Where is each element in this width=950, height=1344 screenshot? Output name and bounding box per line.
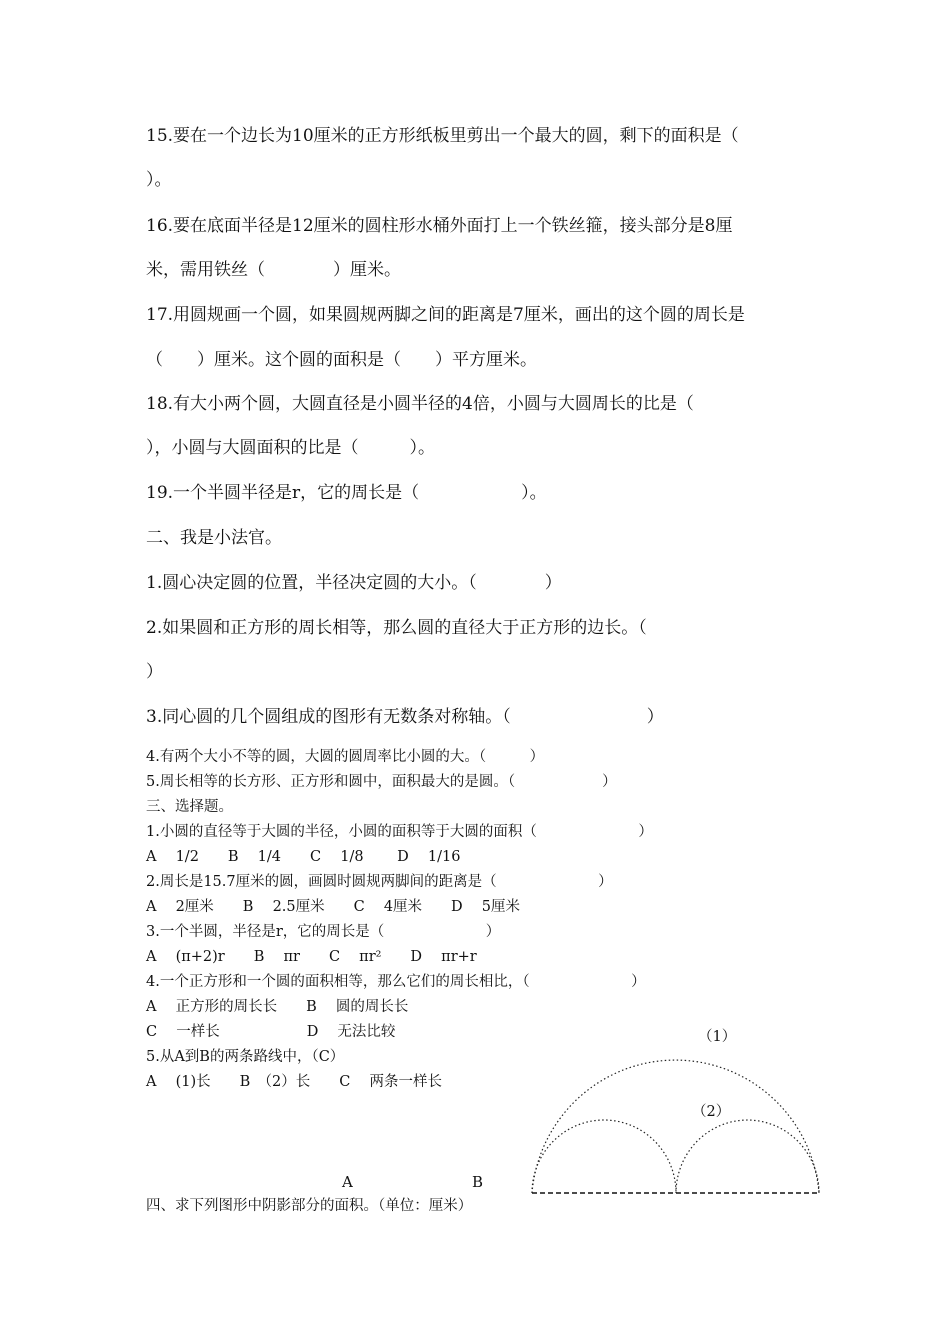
question-15-line1: 15.要在一个边长为10厘米的正方形纸板里剪出一个最大的圆，剩下的面积是（: [146, 126, 739, 146]
route-1-label: （1）: [698, 1029, 737, 1045]
choice-q2-options: A 2厘米 B 2.5厘米 C 4厘米 D 5厘米: [146, 899, 521, 915]
judge-item-2-line1: 2.如果圆和正方形的周长相等，那么圆的直径大于正方形的边长。（: [146, 618, 647, 638]
judge-item-2-line2: ）: [146, 662, 163, 682]
question-16-line2: 米，需用铁丝（ ）厘米。: [146, 260, 401, 280]
choice-q5-options: A (1)长 B （2）长 C 两条一样长: [146, 1074, 442, 1090]
judge-item-5: 5.周长相等的长方形、正方形和圆中，面积最大的是圆。（ ）: [146, 774, 617, 790]
question-17-line2: （ ）厘米。这个圆的面积是（ ）平方厘米。: [146, 350, 537, 370]
choice-q1-options: A 1/2 B 1/4 C 1/8 D 1/16: [146, 849, 461, 865]
question-18-line2: ），小圆与大圆面积的比是（ ）。: [146, 438, 435, 458]
route-2-left-arc: [532, 1120, 676, 1193]
semicircle-route-figure: [520, 1010, 840, 1210]
judge-item-1: 1.圆心决定圆的位置，半径决定圆的大小。（ ）: [146, 573, 562, 593]
point-a-label: A: [342, 1173, 353, 1191]
choice-q3: 3.一个半圆，半径是r，它的周长是（ ）: [146, 924, 501, 940]
judge-item-3: 3.同心圆的几个圆组成的图形有无数条对称轴。（ ）: [146, 707, 664, 727]
choice-q4: 4.一个正方形和一个圆的面积相等，那么它们的周长相比，（ ）: [146, 974, 646, 990]
question-16-line1: 16.要在底面半径是12厘米的圆柱形水桶外面打上一个铁丝箍，接头部分是8厘: [146, 216, 733, 236]
route-2-right-arc: [676, 1120, 819, 1193]
route-1-large-arc: [532, 1060, 819, 1193]
question-17-line1: 17.用圆规画一个圆，如果圆规两脚之间的距离是7厘米，画出的这个圆的周长是: [146, 305, 745, 325]
question-18-line1: 18.有大小两个圆，大圆直径是小圆半径的4倍，小圆与大圆周长的比是（: [146, 394, 694, 414]
question-19-line1: 19.一个半圆半径是r，它的周长是（ ）。: [146, 483, 547, 503]
judge-item-4: 4.有两个大小不等的圆，大圆的圆周率比小圆的大。（ ）: [146, 749, 545, 765]
section3-title: 三、选择题。: [146, 799, 233, 815]
section2-title: 二、我是小法官。: [146, 528, 282, 548]
question-15-line2: ）。: [146, 170, 172, 190]
choice-q4-options-cd: C 一样长 D 无法比较: [146, 1024, 396, 1040]
choice-q2: 2.周长是15.7厘米的圆，画圆时圆规两脚间的距离是（ ）: [146, 874, 613, 890]
choice-q3-options: A (π+2)r B πr C πr² D πr+r: [146, 949, 477, 965]
route-2-label: （2）: [692, 1104, 731, 1120]
choice-q4-options-ab: A 正方形的周长长 B 圆的周长长: [146, 999, 409, 1015]
choice-q1: 1.小圆的直径等于大圆的半径，小圆的面积等于大圆的面积（ ）: [146, 824, 653, 840]
point-b-label: B: [472, 1173, 484, 1191]
section4-title: 四、求下列图形中阴影部分的面积。（单位：厘米）: [146, 1198, 473, 1214]
choice-q5: 5.从A到B的两条路线中，（C）: [146, 1049, 345, 1065]
